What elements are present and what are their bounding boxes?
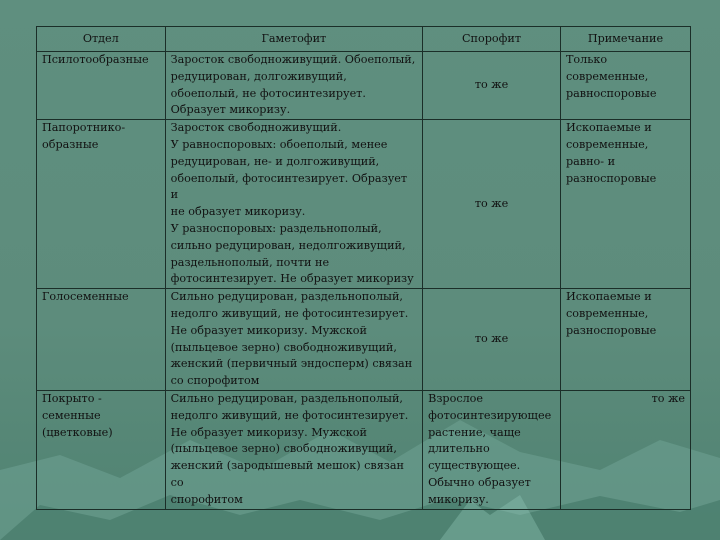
gametophyte-line: редуцирован, не- и долгоживущий, <box>170 154 380 168</box>
otdel-text: Псилотообразные <box>42 53 149 66</box>
otdel-text: (цветковые) <box>42 425 113 439</box>
note-line: разноспоровые <box>565 171 657 185</box>
sporophyte-line: микоризу. <box>428 492 489 506</box>
gametophyte-cell <box>165 120 422 289</box>
otdel-text: Голосеменные <box>42 290 129 304</box>
note-cell <box>560 52 690 120</box>
note-line: Только <box>565 53 608 66</box>
sporophyte-cell: то же <box>423 52 561 120</box>
otdel-text: Покрыто - <box>42 391 102 405</box>
note-cell <box>560 120 690 289</box>
gametophyte-line: редуцирован, долгоживущий, <box>170 69 347 83</box>
gametophyte-line: женский (первичный эндосперм) связан <box>170 357 413 371</box>
otdel-cell <box>37 289 166 391</box>
note-line: современные, <box>565 69 649 83</box>
gametophyte-line: Заросток свободноживущий. Обоеполый, <box>170 53 416 66</box>
gametophyte-line: Заросток свободноживущий. <box>170 121 342 135</box>
otdel-cell <box>37 390 166 509</box>
gametophyte-line: спорофитом <box>170 492 243 506</box>
note-line: равноспоровые <box>565 86 657 100</box>
otdel-cell <box>37 120 166 289</box>
gametophyte-line: обоеполый, не фотосинтезирует. <box>170 86 366 100</box>
gametophyte-cell <box>165 390 422 509</box>
gametophyte-line: (пыльцевое зерно) свободноживущий, <box>170 442 397 456</box>
gametophyte-line: сильно редуцирован, недолгоживущий, <box>170 238 406 252</box>
sporophyte-cell: то же <box>423 120 561 289</box>
sporophyte-cell <box>423 390 561 509</box>
header-note: Примечание <box>560 27 690 52</box>
otdel-text: Папоротнико- <box>42 121 126 135</box>
gametophyte-line: обоеполый, фотосинтезирует. Образует и <box>170 171 408 202</box>
gametophyte-line: со спорофитом <box>170 374 260 388</box>
table-row <box>37 52 691 120</box>
sporophyte-line: Взрослое <box>428 391 484 405</box>
gametophyte-line: Сильно редуцирован, раздельнополый, <box>170 290 403 304</box>
gametophyte-line: Сильно редуцирован, раздельнополый, <box>170 391 403 405</box>
sporophyte-line: Обычно образует <box>428 475 531 489</box>
table-row <box>37 120 691 289</box>
otdel-cell <box>37 52 166 120</box>
gametophyte-cell <box>165 52 422 120</box>
sporophyte-line: растение, чаще <box>428 425 521 439</box>
gametophyte-line: Образует микоризу. <box>170 103 291 117</box>
gametophyte-line: У разноспоровых: раздельнополый, <box>170 221 382 235</box>
gametophyte-line: недолго живущий, не фотосинтезирует. <box>170 408 409 422</box>
gametophyte-line: У равноспоровых: обоеполый, менее <box>170 137 388 151</box>
gametophyte-line: женский (зародышевый мешок) связан со <box>170 459 405 489</box>
note-line: равно- и <box>565 154 616 168</box>
gametophyte-line: не образует микоризу. <box>170 205 306 219</box>
table-row <box>37 390 691 509</box>
sporophyte-line: длительно <box>428 442 490 456</box>
gametophyte-line: Не образует микоризу. Мужской <box>170 323 367 337</box>
sporophyte-cell: то же <box>423 289 561 391</box>
header-otdel: Отдел <box>37 27 166 52</box>
otdel-text: семенные <box>42 408 101 422</box>
note-line: современные, <box>565 306 649 320</box>
sporophyte-line: фотосинтезирующее <box>428 408 552 422</box>
gametophyte-line: раздельнополый, почти не <box>170 255 330 269</box>
table-row <box>37 289 691 391</box>
gametophyte-sporophyte-table <box>36 26 691 510</box>
otdel-text: образные <box>42 137 99 151</box>
sporophyte-line: существующее. <box>428 459 521 473</box>
gametophyte-line: фотосинтезирует. Не образует микоризу <box>170 272 414 286</box>
note-line: современные, <box>565 137 649 151</box>
note-cell <box>560 289 690 391</box>
header-sporophyte: Спорофит <box>423 27 561 52</box>
note-line: Ископаемые и <box>565 121 652 135</box>
gametophyte-line: недолго живущий, не фотосинтезирует. <box>170 306 409 320</box>
gametophyte-line: (пыльцевое зерно) свободноживущий, <box>170 340 397 354</box>
gametophyte-cell <box>165 289 422 391</box>
gametophyte-line: Не образует микоризу. Мужской <box>170 425 367 439</box>
note-line: разноспоровые <box>565 323 657 337</box>
note-line: Ископаемые и <box>565 290 652 304</box>
header-row <box>37 27 691 52</box>
header-gametophyte: Гаметофит <box>165 27 422 52</box>
note-cell: то же <box>560 390 690 509</box>
